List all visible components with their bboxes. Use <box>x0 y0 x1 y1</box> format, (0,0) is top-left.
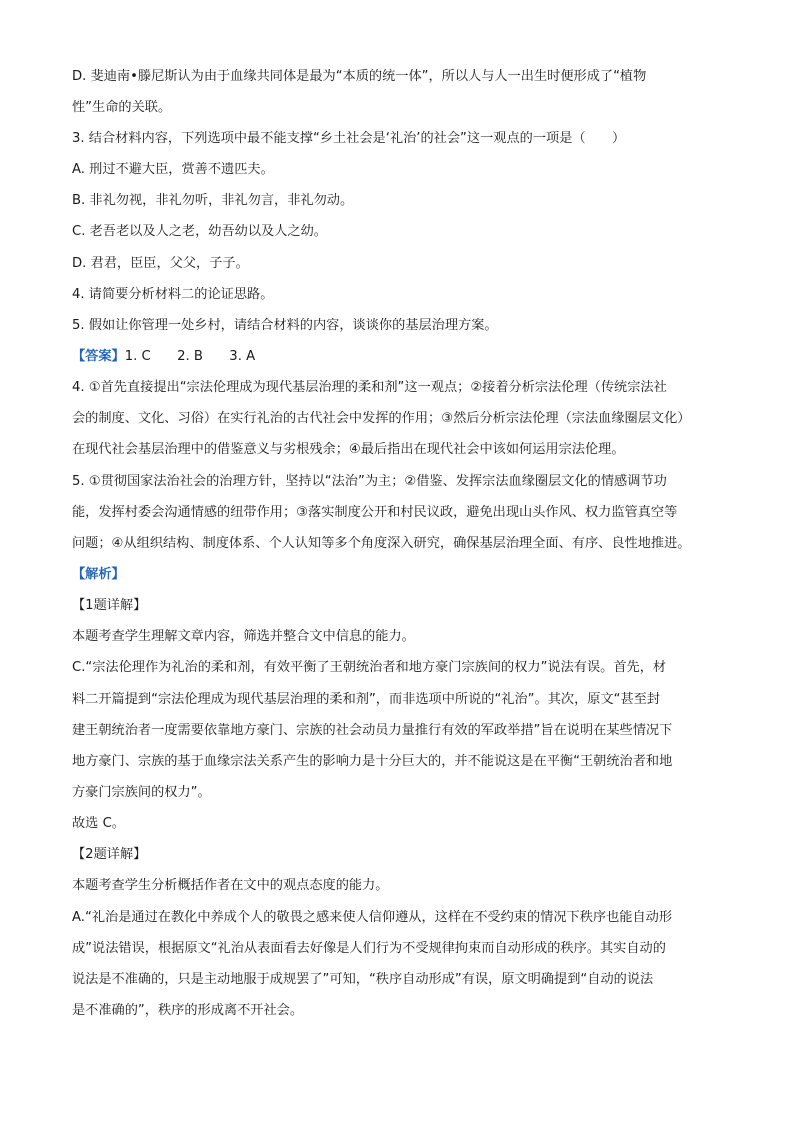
option-b: B. 非礼勿视，非礼勿听，非礼勿言，非礼勿动。 <box>72 193 354 208</box>
q2-detail-line-2: 成”说法错误，根据原文“礼治从表面看去好像是人们行为不受规律拘束而自动形成的秩序。其实自动的 <box>72 941 666 956</box>
option-c: C. 老吾老以及人之老，幼吾幼以及人之幼。 <box>72 224 327 239</box>
analysis-label: 【解析】 <box>72 567 125 582</box>
question-3: 3. 结合材料内容，下列选项中最不能支撑“乡土社会是‘礼治’的社会”这一观点的一项是（ ） <box>72 131 626 146</box>
answer-values: 1. C 2. B 3. A <box>124 349 256 364</box>
answer-5-line-2: 能，发挥村委会沟通情感的纽带作用；③落实制度公开和村民议政，避免出现山头作风、权力监管真空等 <box>72 505 678 520</box>
answer-5-line-3: 问题；④从组织结构、制度体系、个人认知等多个角度深入研究，确保基层治理全面、有序、良性地推进。 <box>72 536 691 551</box>
q1-conclusion: 故选 C。 <box>72 816 125 831</box>
question-5: 5. 假如让你管理一处乡村，请结合材料的内容，谈谈你的基层治理方案。 <box>72 318 498 333</box>
q2-detail-line-1: A.“礼治是通过在教化中养成个人的敬畏之感来使人信仰遵从，这样在不受约束的情况下秩序也能自动形 <box>72 910 673 925</box>
answer-4-line-1: 4. ①首先直接提出“宗法伦理成为现代基层治理的柔和剂”这一观点；②接着分析宗法伦理（传统宗法社 <box>72 380 667 395</box>
q2-detail-line-3: 说法是不准确的，只是主动地服于成规罢了”可知，“秩序自动形成”有误，原文明确提到“自动的说法 <box>72 972 654 987</box>
option-d: D. 君君，臣臣，父父，子子。 <box>72 256 249 271</box>
question-4: 4. 请简要分析材料二的论证思路。 <box>72 287 274 302</box>
q2-detail-line-4: 是不准确的”，秩序的形成离不开社会。 <box>72 1003 304 1018</box>
q1-detail-intro: 本题考查学生理解文章内容，筛选并整合文中信息的能力。 <box>72 629 415 644</box>
analysis-line <box>72 566 125 584</box>
option-d-line: D. 斐迪南•滕尼斯认为由于血缘共同体是最为“本质的统一体”，所以人与人一出生时便形成了“植物 <box>72 69 647 84</box>
q1-detail-line-5: 方豪门宗族间的权力”。 <box>72 785 211 800</box>
q1-detail-line-4: 地方豪门、宗族的基于血缘宗法关系产生的影响力是十分巨大的，并不能说这是在平衡“王朝统治者和地 <box>72 754 673 769</box>
q1-detail-heading: 【1题详解】 <box>72 598 147 613</box>
q1-detail-line-3: 建王朝统治者一度需要依靠地方豪门、宗族的社会动员力量推行有效的军政举措”旨在说明在某些情况下 <box>72 723 673 738</box>
answer-5-line-1: 5. ①贯彻国家法治社会的治理方针，坚持以“法治”为主；②借鉴、发挥宗法血缘圈层文化的情感调节功 <box>72 474 667 489</box>
answer-label: 【答案】 <box>72 349 125 364</box>
option-a: A. 刑过不避大臣，赏善不遗匹夫。 <box>72 162 274 177</box>
answer-4-line-2: 会的制度、文化、习俗）在实行礼治的古代社会中发挥的作用；③然后分析宗法伦理（宗法血缘圈层文化） <box>72 411 691 426</box>
q1-detail-line-2: 料二开篇提到“宗法伦理成为现代基层治理的柔和剂”，而非选项中所说的“礼治”。其次，原文“甚至封 <box>72 692 661 707</box>
answer-4-line-3: 在现代社会基层治理中的借鉴意义与劣根残余；④最后指出在现代社会中该如何运用宗法伦理。 <box>72 442 625 457</box>
option-d-line-continued: 性”生命的关联。 <box>72 100 172 115</box>
answer-line <box>72 348 255 366</box>
q2-detail-heading: 【2题详解】 <box>72 847 147 862</box>
q1-detail-line-1: C.“宗法伦理作为礼治的柔和剂，有效平衡了王朝统治者和地方豪门宗族间的权力”说法有误。首先，材 <box>72 660 667 675</box>
q2-detail-intro: 本题考查学生分析概括作者在文中的观点态度的能力。 <box>72 878 389 893</box>
